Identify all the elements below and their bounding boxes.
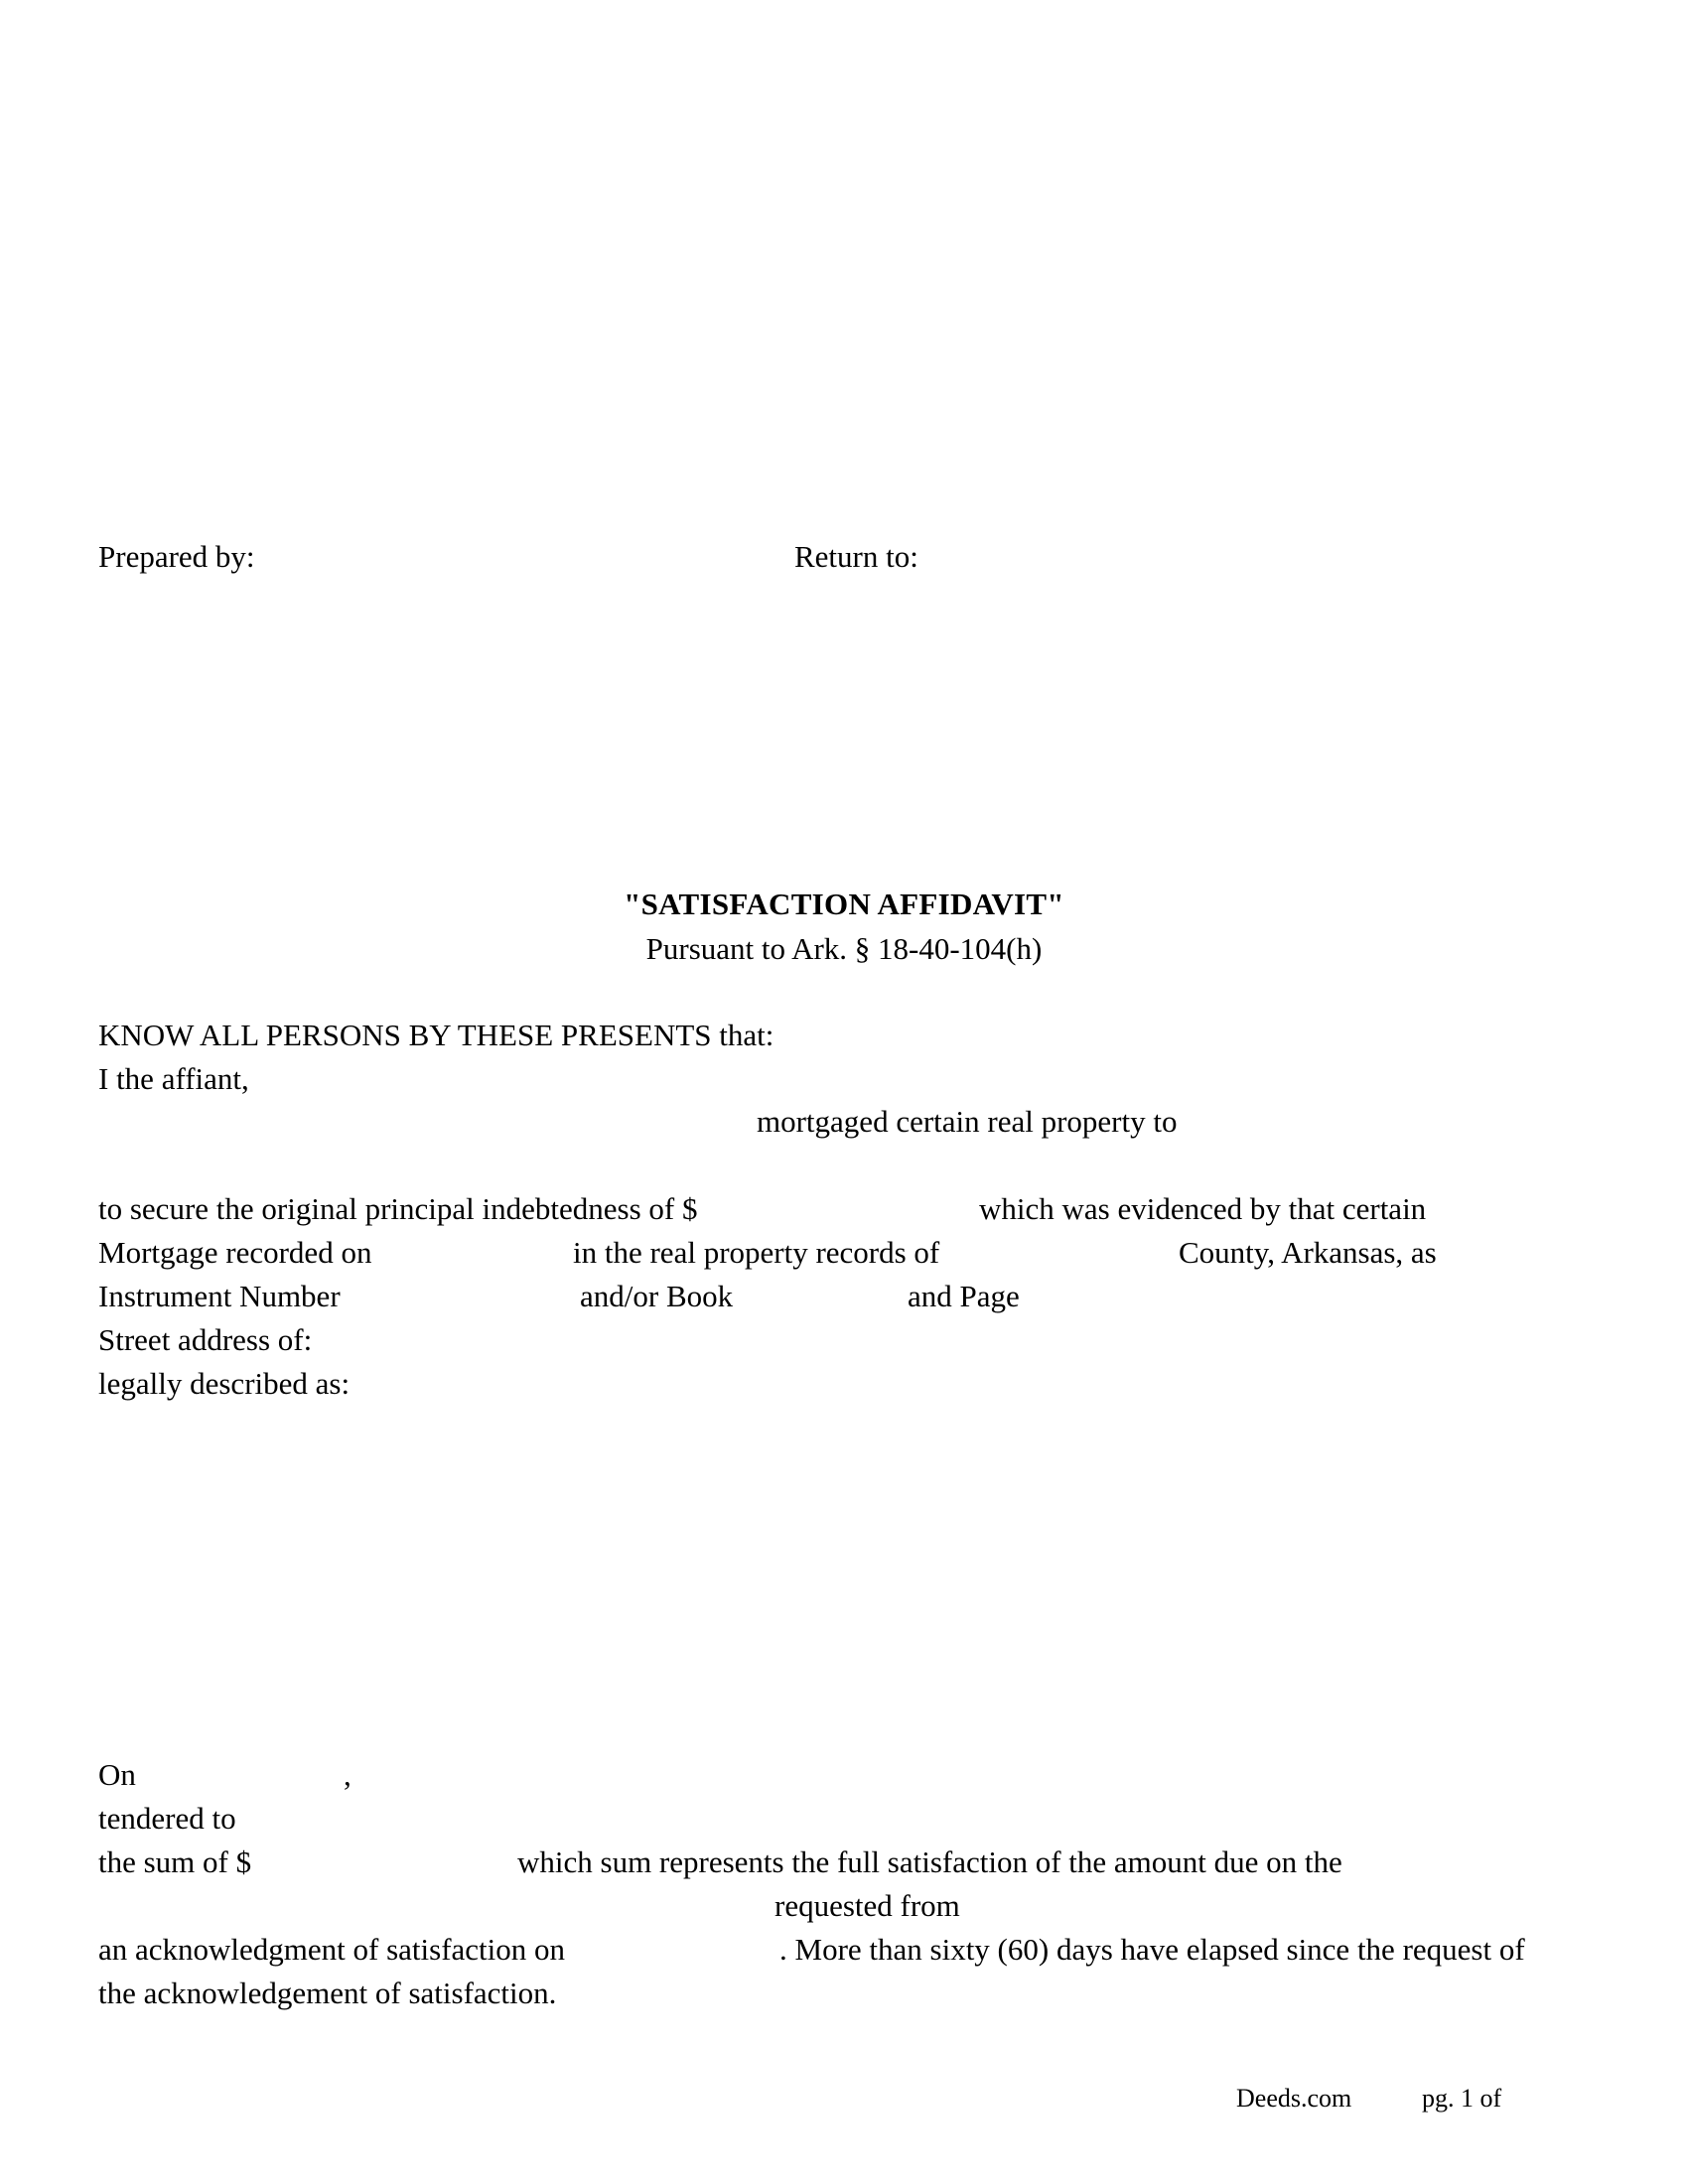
instrument-number-label: Instrument Number: [98, 1279, 341, 1313]
real-property-records: in the real property records of: [573, 1235, 940, 1270]
page-label: and Page: [908, 1279, 1020, 1313]
mortgage-recorded-on: Mortgage recorded on: [98, 1235, 372, 1270]
date-comma: ,: [344, 1757, 352, 1792]
county-arkansas: County, Arkansas, as: [1179, 1235, 1437, 1270]
tendered-to-label: tendered to: [98, 1801, 236, 1836]
street-address-label: Street address of:: [98, 1322, 313, 1357]
secure-indebtedness: to secure the original principal indebtedness of $: [98, 1191, 698, 1226]
footer-page-number: pg. 1 of: [1422, 2084, 1502, 2113]
mortgaged-property: mortgaged certain real property to: [757, 1104, 1178, 1139]
affiant-line: I the affiant,: [98, 1061, 249, 1096]
acknowledgment-on: an acknowledgment of satisfaction on: [98, 1932, 566, 1967]
sixty-days-elapsed: . More than sixty (60) days have elapsed since the request of: [779, 1932, 1525, 1967]
on-label: On: [98, 1757, 136, 1792]
know-all-persons: KNOW ALL PERSONS BY THESE PRESENTS that:: [98, 1018, 774, 1052]
document-subtitle: Pursuant to Ark. § 18-40-104(h): [645, 931, 1043, 966]
document-title: "SATISFACTION AFFIDAVIT": [624, 887, 1064, 921]
return-to-label: Return to:: [794, 539, 918, 574]
evidenced-by: which was evidenced by that certain: [979, 1191, 1427, 1226]
requested-from: requested from: [774, 1888, 960, 1923]
acknowledgement-end: the acknowledgement of satisfaction.: [98, 1976, 557, 2010]
prepared-by-label: Prepared by:: [98, 539, 255, 574]
sum-represents: which sum represents the full satisfaction of the amount due on the: [517, 1844, 1342, 1879]
footer-site: Deeds.com: [1236, 2084, 1352, 2113]
book-label: and/or Book: [580, 1279, 734, 1313]
sum-of-label: the sum of $: [98, 1844, 252, 1879]
legal-description-label: legally described as:: [98, 1366, 351, 1401]
